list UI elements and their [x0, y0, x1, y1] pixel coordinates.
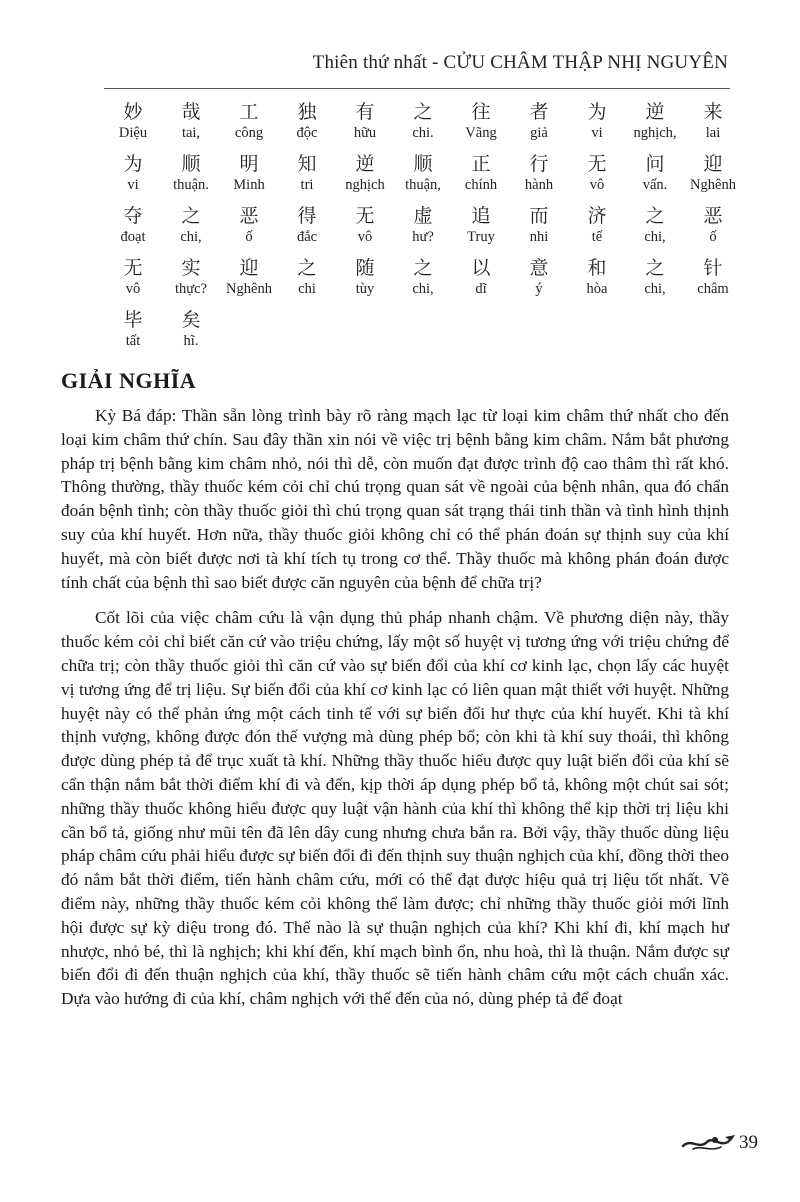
hanzi-character: 顺	[413, 153, 433, 175]
hanzi-character: 有	[355, 101, 375, 123]
glyph-cell	[104, 308, 162, 360]
body-paragraph: Cốt lõi của việc châm cứu là vận dụng thủ pháp nhanh chậm. Về phương diện này, thầy thuốc kém cỏi chỉ biết căn cứ vào triệu chứng, lấy một số huyệt vị tương ứng với triệu chứng để chữa trị; còn thầy thuốc giỏi thì căn cứ vào sự biến đổi của khí cơ kinh lạc, chọn lấy các huyệt vị tương ứng để trị liệu. Sự biến đổi của khí cơ kinh lạc có liên quan mật thiết với huyệt. Những huyệt này có thể phản ứng một cách tinh tế với sự biến đổi hư thực của khí huyết. Khi tà khí thịnh vượng, không được đón thế vượng mà dùng phép bổ; còn khi tà khí suy thoái, thì không được dùng phép tả để trục xuất tà khí. Những thầy thuốc hiểu được quy luật biến đổi của khí sẽ cẩn thận nắm bắt thời điểm khí đi và đến, kịp thời áp dụng phép bổ tả, không một chút sai sót; những thầy thuốc không hiểu được quy luật vận hành của khí thì không thể kịp thời trị liệu khi cần bổ tả, giống như mũi tên đã lên dây cung nhưng chưa bắn ra. Bởi vậy, thầy thuốc dùng liệu pháp châm cứu phải hiểu được sự biến đổi đi đến thịnh suy thuận nghịch của khí, đồng thời theo đó nắm bắt thời điểm, tiến hành châm cứu, mới có thể đạt được hiệu quả trị liệu tốt nhất. Về điểm này, những thầy thuốc kém cỏi không thể làm được; chỉ những thầy thuốc giỏi mới lĩnh hội được sự kỳ diệu trong đó. Thế nào là sự thuận nghịch của khí? Khi khí đi, khí mạch hư nhược, nhỏ bé, thì là nghịch; khi khí đến, khí mạch bình ổn, nhu hoà, thì là thuận. Nắm được sự biến đổi đi đến thuận nghịch của khí, thầy thuốc sẽ tiến hành châm cứu một cách chuẩn xác. Dựa vào hướng đi của khí, châm nghịch với thế đến của nó, dùng phép tả để đoạt	[61, 608, 729, 1009]
glyph-cell	[568, 100, 626, 152]
glyph-cell	[394, 152, 452, 204]
sino-vietnamese-reading: thực?	[174, 281, 207, 297]
glyph-cell	[278, 204, 336, 256]
hanzi-character: 为	[123, 153, 143, 175]
hanzi-character: 得	[297, 205, 317, 227]
glyph-cell	[510, 204, 568, 256]
sino-vietnamese-reading: tế	[591, 229, 603, 245]
hanzi-character: 以	[471, 257, 491, 279]
hanzi-reading-grid	[104, 100, 744, 360]
glyph-cell	[104, 152, 162, 204]
glyph-row	[104, 256, 744, 308]
sino-vietnamese-reading: ố	[709, 229, 717, 245]
sino-vietnamese-reading: lai	[705, 125, 721, 141]
glyph-cell	[336, 100, 394, 152]
sino-vietnamese-reading: chi,	[180, 229, 202, 245]
hanzi-character: 逆	[355, 153, 375, 175]
hanzi-character: 来	[703, 101, 723, 123]
glyph-row	[104, 204, 744, 256]
hanzi-character: 者	[529, 101, 549, 123]
sino-vietnamese-reading: chi,	[412, 281, 434, 297]
hanzi-character: 夺	[123, 205, 143, 227]
sino-vietnamese-reading: vô	[589, 177, 605, 193]
sino-vietnamese-reading: chi.	[412, 125, 434, 141]
glyph-cell	[626, 152, 684, 204]
glyph-cell	[510, 256, 568, 308]
glyph-cell	[510, 152, 568, 204]
hanzi-character: 明	[239, 153, 259, 175]
sino-vietnamese-reading: Vãng	[465, 125, 497, 141]
hanzi-character: 知	[297, 153, 317, 175]
glyph-row	[104, 308, 744, 360]
sino-vietnamese-reading: chi	[298, 281, 316, 297]
sino-vietnamese-reading: vô	[125, 281, 141, 297]
glyph-cell	[684, 100, 742, 152]
glyph-cell	[162, 256, 220, 308]
sino-vietnamese-reading: chính	[464, 177, 498, 193]
hanzi-character: 之	[645, 205, 665, 227]
glyph-cell	[220, 152, 278, 204]
sino-vietnamese-reading: tất	[125, 333, 141, 349]
glyph-cell	[452, 100, 510, 152]
hanzi-character: 恶	[239, 205, 259, 227]
sino-vietnamese-reading: nghịch	[345, 177, 385, 193]
glyph-cell	[684, 256, 742, 308]
glyph-cell	[162, 100, 220, 152]
page-footer	[681, 1132, 758, 1154]
sino-vietnamese-reading: hành	[524, 177, 554, 193]
hanzi-character: 和	[587, 257, 607, 279]
glyph-cell	[568, 152, 626, 204]
glyph-cell	[626, 204, 684, 256]
hanzi-character: 独	[297, 101, 317, 123]
body-paragraph: Kỳ Bá đáp: Thần sẵn lòng trình bày rõ ràng mạch lạc từ loại kim châm thứ nhất cho đến loại kim châm thứ chín. Sau đây thần xin nói về việc trị bệnh bằng kim châm. Nắm bắt phương pháp trị bệnh bằng kim châm nhỏ, nói thì dễ, còn muốn đạt được trình độ cao thâm thì rất khó. Thông thường, thầy thuốc kém cỏi chỉ chú trọng quan sát về ngoài của bệnh nhân, qua đó chẩn đoán bệnh tình; còn thầy thuốc giỏi thì chú trọng quan sát trạng thái tinh thần và tình hình thịnh suy của khí huyết. Hơn nữa, thầy thuốc giỏi không chỉ có thể phán đoán sự thịnh suy của khí huyết, mà còn biết được nơi tà khí tích tụ trong cơ thể. Thầy thuốc mà không phán đoán được tính chất của bệnh thì sao biết được căn nguyên của bệnh để chữa trị?	[61, 406, 729, 592]
hanzi-character: 逆	[645, 101, 665, 123]
sino-vietnamese-reading: Minh	[233, 177, 265, 193]
glyph-cell	[336, 204, 394, 256]
header-divider	[104, 88, 730, 89]
hanzi-character: 无	[123, 257, 143, 279]
hanzi-character: 之	[413, 257, 433, 279]
sino-vietnamese-reading: vi	[591, 125, 603, 141]
glyph-cell	[452, 204, 510, 256]
sino-vietnamese-reading: tùy	[355, 281, 375, 297]
glyph-cell	[394, 256, 452, 308]
glyph-cell	[104, 204, 162, 256]
glyph-cell	[452, 256, 510, 308]
hanzi-character: 济	[587, 205, 607, 227]
glyph-cell	[278, 256, 336, 308]
sino-vietnamese-reading: thuận.	[173, 177, 209, 193]
glyph-cell	[104, 256, 162, 308]
glyph-cell	[336, 256, 394, 308]
hanzi-character: 虚	[413, 205, 433, 227]
glyph-cell	[568, 256, 626, 308]
hanzi-character: 无	[587, 153, 607, 175]
section-title: GIẢI NGHĨA	[61, 368, 197, 393]
sino-vietnamese-reading: Nghênh	[226, 281, 272, 297]
sino-vietnamese-reading: ố	[245, 229, 253, 245]
hanzi-character: 往	[471, 101, 491, 123]
sino-vietnamese-reading: thuận,	[405, 177, 441, 193]
glyph-cell	[626, 256, 684, 308]
glyph-cell	[220, 256, 278, 308]
sino-vietnamese-reading: giả	[530, 125, 548, 141]
glyph-cell	[220, 204, 278, 256]
sino-vietnamese-reading: Nghênh	[690, 177, 736, 193]
hanzi-character: 之	[297, 257, 317, 279]
hanzi-character: 顺	[181, 153, 201, 175]
hanzi-character: 之	[413, 101, 433, 123]
sino-vietnamese-reading: ý	[535, 281, 543, 297]
hanzi-character: 迎	[703, 153, 723, 175]
hanzi-character: 随	[355, 257, 375, 279]
hanzi-character: 行	[529, 153, 549, 175]
sino-vietnamese-reading: chi,	[644, 229, 666, 245]
sino-vietnamese-reading: đắc	[296, 229, 318, 245]
glyph-cell	[684, 204, 742, 256]
sino-vietnamese-reading: hĩ.	[183, 333, 199, 349]
hanzi-character: 之	[645, 257, 665, 279]
hanzi-character: 恶	[703, 205, 723, 227]
sino-vietnamese-reading: tri	[300, 177, 314, 193]
glyph-cell	[162, 308, 220, 360]
hanzi-character: 针	[703, 257, 723, 279]
sino-vietnamese-reading: độc	[296, 125, 318, 141]
hanzi-character: 哉	[181, 101, 201, 123]
glyph-cell	[626, 100, 684, 152]
hanzi-character: 为	[587, 101, 607, 123]
sino-vietnamese-reading: hư?	[412, 229, 434, 245]
hanzi-character: 之	[181, 205, 201, 227]
hanzi-character: 追	[471, 205, 491, 227]
hanzi-character: 正	[471, 153, 491, 175]
commentary-body	[61, 404, 729, 1023]
page-number: 39	[739, 1132, 758, 1153]
glyph-cell	[220, 100, 278, 152]
glyph-cell	[452, 152, 510, 204]
sino-vietnamese-reading: nhi	[529, 229, 549, 245]
glyph-cell	[684, 152, 742, 204]
glyph-cell	[394, 100, 452, 152]
hanzi-character: 矣	[181, 309, 201, 331]
hanzi-character: 而	[529, 205, 549, 227]
sino-vietnamese-reading: châm	[697, 281, 729, 297]
hanzi-character: 实	[181, 257, 201, 279]
sino-vietnamese-reading: chi,	[644, 281, 666, 297]
sino-vietnamese-reading: hòa	[586, 281, 608, 297]
glyph-cell	[336, 152, 394, 204]
glyph-cell	[162, 152, 220, 204]
hanzi-character: 迎	[239, 257, 259, 279]
sino-vietnamese-reading: Diệu	[118, 125, 148, 141]
hanzi-character: 工	[239, 101, 259, 123]
sino-vietnamese-reading: đoạt	[120, 229, 146, 245]
sino-vietnamese-reading: công	[234, 125, 264, 141]
sino-vietnamese-reading: vấn.	[642, 177, 668, 193]
hanzi-character: 意	[529, 257, 549, 279]
glyph-cell	[510, 100, 568, 152]
sino-vietnamese-reading: tai,	[181, 125, 201, 141]
glyph-cell	[394, 204, 452, 256]
sino-vietnamese-reading: vi	[127, 177, 139, 193]
glyph-cell	[104, 100, 162, 152]
glyph-cell	[278, 152, 336, 204]
glyph-row	[104, 152, 744, 204]
hanzi-character: 毕	[123, 309, 143, 331]
glyph-cell	[278, 100, 336, 152]
sino-vietnamese-reading: nghịch,	[633, 125, 677, 141]
sino-vietnamese-reading: hữu	[353, 125, 377, 141]
hanzi-character: 无	[355, 205, 375, 227]
sino-vietnamese-reading: dĩ	[475, 281, 487, 297]
hanzi-character: 妙	[123, 101, 143, 123]
glyph-cell	[568, 204, 626, 256]
glyph-cell	[162, 204, 220, 256]
sino-vietnamese-reading: vô	[357, 229, 373, 245]
hanzi-character: 问	[645, 153, 665, 175]
glyph-row	[104, 100, 744, 152]
brush-flourish-icon	[681, 1132, 737, 1154]
running-header: Thiên thứ nhất - CỬU CHÂM THẬP NHỊ NGUYÊN	[312, 52, 728, 73]
sino-vietnamese-reading: Truy	[467, 229, 495, 245]
